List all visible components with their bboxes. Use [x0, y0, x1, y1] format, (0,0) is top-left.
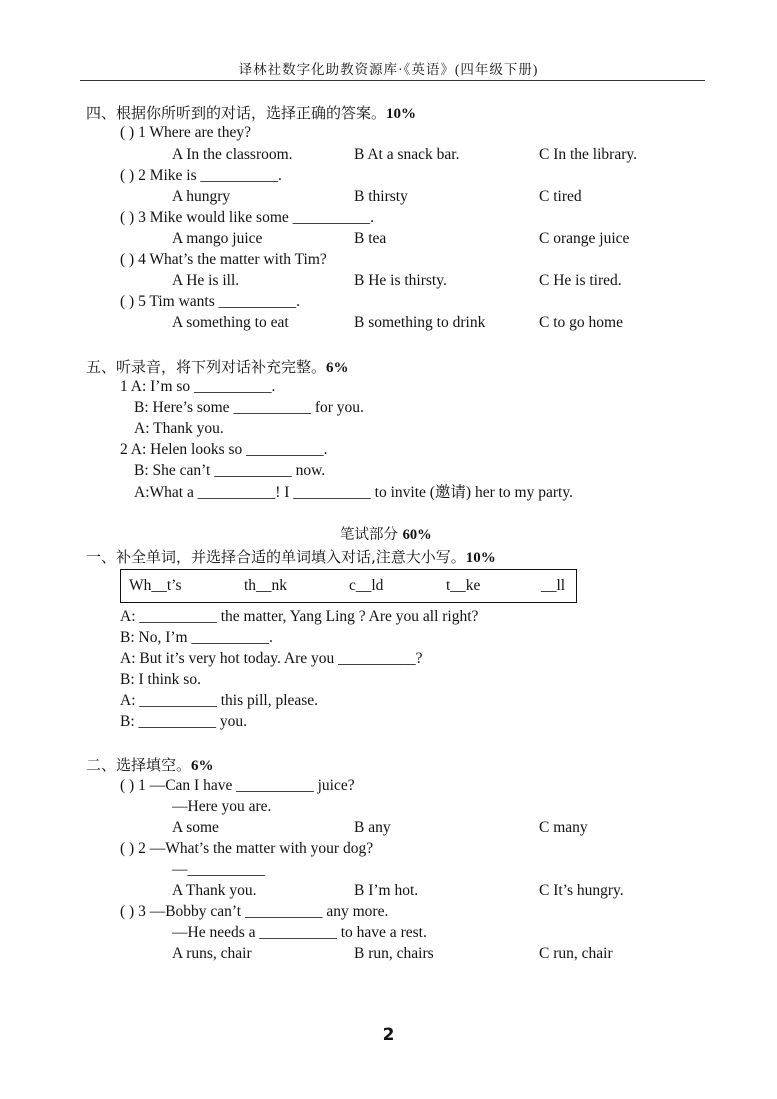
s5-line-3: A: Thank you. [134, 420, 224, 437]
s2-q3-stem: ( ) 3 —Bobby can’t __________ any more. [120, 903, 389, 920]
s5-line-4: 2 A: Helen looks so __________. [120, 441, 328, 458]
header-rule [80, 80, 705, 81]
word-box-item-1: Wh__t’s [129, 577, 182, 594]
written-part-heading [340, 525, 432, 545]
s5-line-1: 1 A: I’m so __________. [120, 378, 276, 395]
s2-q3-option-c: C run, chair [539, 945, 613, 962]
section-2-score: 6% [191, 758, 214, 774]
word-box [120, 569, 577, 603]
word-box-item-2: th__nk [244, 577, 288, 594]
section-1-title [86, 547, 496, 568]
s4-q1-option-b: B At a snack bar. [354, 146, 460, 163]
section-1-score: 10% [465, 550, 496, 566]
s4-q2-option-c: C tired [539, 188, 582, 205]
s4-q4-option-a: A He is ill. [172, 272, 240, 289]
s1-line-4: B: I think so. [120, 671, 201, 688]
section-2-title [86, 755, 214, 776]
s5-line-5: B: She can’t __________ now. [134, 462, 326, 479]
s4-q2-stem: ( ) 2 Mike is __________. [120, 167, 282, 184]
section-2-title-text: 二、选择填空。 [86, 756, 192, 774]
word-box-item-4: t__ke [446, 577, 481, 594]
s5-line-2: B: Here’s some __________ for you. [134, 399, 364, 416]
s4-q5-stem: ( ) 5 Tim wants __________. [120, 293, 300, 310]
section-4-title-text: 四、根据你所听到的对话，选择正确的答案。 [86, 104, 387, 122]
s1-line-2: B: No, I’m __________. [120, 629, 273, 646]
s4-q2-option-b: B thirsty [354, 188, 408, 205]
page-header: 译林社数字化助教资源库·《英语》(四年级下册) [238, 62, 539, 77]
s4-q1-option-c: C In the library. [539, 146, 637, 163]
s2-q1-option-c: C many [539, 819, 588, 836]
section-4-score: 10% [386, 106, 417, 122]
section-5-score: 6% [326, 360, 349, 376]
section-5-title [86, 357, 349, 378]
s2-q1-stem: ( ) 1 —Can I have __________ juice? [120, 777, 355, 794]
s4-q4-option-b: B He is thirsty. [354, 272, 447, 289]
s4-q3-stem: ( ) 3 Mike would like some __________. [120, 209, 375, 226]
s5-line-6: A:What a __________! I __________ to invite (邀请) her to my party. [134, 484, 573, 501]
s4-q5-option-c: C to go home [539, 314, 623, 331]
s4-q4-stem: ( ) 4 What’s the matter with Tim? [120, 251, 327, 268]
s2-q2-stem: ( ) 2 —What’s the matter with your dog? [120, 840, 374, 857]
s4-q3-option-b: B tea [354, 230, 387, 247]
s4-q3-option-a: A mango juice [172, 230, 263, 247]
s4-q3-option-c: C orange juice [539, 230, 630, 247]
s2-q2-option-c: C It’s hungry. [539, 882, 624, 899]
s1-line-5: A: __________ this pill, please. [120, 692, 319, 709]
written-part-score: 60% [402, 527, 432, 543]
s2-q1-line2: —Here you are. [172, 798, 272, 815]
s2-q2-line2: —__________ [172, 861, 265, 878]
section-1-title-text: 一、补全单词，并选择合适的单词填入对话,注意大小写。 [86, 548, 466, 566]
written-part-label: 笔试部分 [340, 527, 398, 543]
s4-q1-option-a: A In the classroom. [172, 146, 293, 163]
page-number: 2 [382, 1025, 395, 1045]
s2-q1-option-a: A some [172, 819, 219, 836]
word-box-item-5: __ll [541, 577, 566, 594]
s1-line-3: A: But it’s very hot today. Are you __________? [120, 650, 423, 667]
word-box-item-3: c__ld [349, 577, 384, 594]
s2-q1-option-b: B any [354, 819, 391, 836]
s1-line-6: B: __________ you. [120, 713, 248, 730]
s4-q5-option-b: B something to drink [354, 314, 486, 331]
s2-q3-option-a: A runs, chair [172, 945, 252, 962]
s2-q2-option-a: A Thank you. [172, 882, 257, 899]
s4-q2-option-a: A hungry [172, 188, 231, 205]
s4-q5-option-a: A something to eat [172, 314, 289, 331]
s4-q1-stem: ( ) 1 Where are they? [120, 124, 251, 141]
s2-q3-line2: —He needs a __________ to have a rest. [172, 924, 427, 941]
s4-q4-option-c: C He is tired. [539, 272, 622, 289]
section-5-title-text: 五、听录音，将下列对话补充完整。 [86, 358, 327, 376]
s1-line-1: A: __________ the matter, Yang Ling ? Are you all right? [120, 608, 479, 625]
s2-q2-option-b: B I’m hot. [354, 882, 419, 899]
s2-q3-option-b: B run, chairs [354, 945, 434, 962]
section-4-title [86, 103, 416, 124]
